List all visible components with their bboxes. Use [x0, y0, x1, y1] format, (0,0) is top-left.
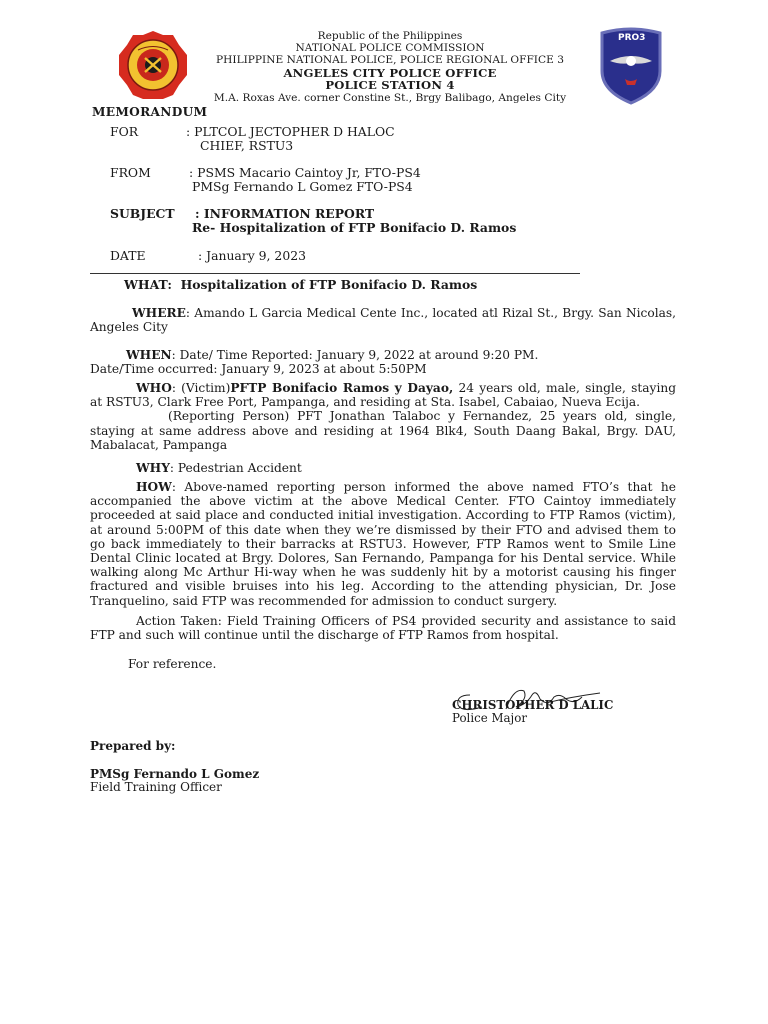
letterhead-line1: Republic of the Philippines	[317, 30, 463, 42]
letterhead-address: M.A. Roxas Ave. corner Constine St., Brgy Balibago, Angeles City	[213, 92, 567, 105]
who-pre: : (Victim)	[171, 381, 231, 395]
letterhead-line3: PHILIPPINE NATIONAL POLICE, POLICE REGIONAL OFFICE 3	[216, 54, 564, 67]
where-text: : Amando L Garcia Medical Cente Inc., located atl Rizal St., Brgy. San Nicolas, Angeles City	[90, 306, 676, 335]
date-value: : January 9, 2023	[198, 248, 306, 263]
how-text: : Above-named reporting person informed the above named FTO’s that he accompanied the above victim at the above Medical Center. FTO Caintoy immediately proceeded at said place and conducted initial investigation. According to FTP Ramos (victim), at around 5:00PM of this date when they we’re dismissed by their FTO and advised them to go back immediately to their barracks at RSTU3. However, FTP Ramos went to Smile Line Dental Clinic located at Brgy. Dolores, San Fernando, Pampanga for his Dental service. While walking along Mc Arthur Hi-way when he was suddenly hit by a motorist causing his finger fractured and visible bruises into his leg. According to the attending physician, Dr. Jose Tranquelino, said FTP was recommended for admission to conduct surgery.	[90, 480, 676, 608]
action-taken-paragraph: Action Taken: Field Training Officers of PS4 provided security and assistance to said FTP and such will continue until the discharge of FTP Ramos from hospital.	[90, 614, 676, 643]
for-recipient-title: CHIEF, RSTU3	[200, 138, 294, 153]
subject-label: SUBJECT	[110, 206, 175, 221]
for-recipient: : PLTCOL JECTOPHER D HALOC	[186, 124, 395, 139]
where-paragraph	[90, 306, 676, 334]
from-sender-2: PMSg Fernando L Gomez FTO-PS4	[192, 179, 413, 194]
letterhead-office: ANGELES CITY POLICE OFFICE	[283, 65, 497, 80]
signatory-rank: Police Major	[452, 711, 527, 725]
who-victim-details: 24 years old, male, single, staying at RSTU3, Clark Free Port, Pampanga, and residing at Sta. Isabel, Cabaiao, Nueva Ecija.	[90, 381, 676, 410]
where-label: WHERE	[132, 306, 186, 320]
for-label: FOR	[110, 124, 139, 139]
letterhead-station: POLICE STATION 4	[325, 77, 455, 92]
from-label: FROM	[110, 165, 151, 180]
letterhead-line2: NATIONAL POLICE COMMISSION	[295, 42, 485, 55]
when-label: WHEN	[126, 348, 172, 362]
date-label: DATE	[110, 248, 146, 263]
preparer-position: Field Training Officer	[90, 780, 222, 794]
how-paragraph	[90, 480, 676, 608]
subject-title: : INFORMATION REPORT	[195, 206, 375, 221]
when-text: : Date/ Time Reported: January 9, 2022 at around 9:20 PM.	[171, 348, 539, 362]
who-paragraph	[90, 381, 676, 452]
from-sender-1: : PSMS Macario Caintoy Jr, FTO-PS4	[189, 165, 421, 180]
letterhead	[190, 30, 590, 104]
preparer-name: PMSg Fernando L Gomez	[90, 767, 260, 781]
who-reporting-person: (Reporting Person) PFT Jonathan Talaboc y Fernandez, 25 years old, single, staying at same address above and residing at 1964 Blk4, South Daang Bakal, Brgy. DAU, Mabalacat, Pampanga	[90, 409, 676, 452]
pnp-seal-logo	[118, 30, 188, 100]
logo-right-label: PRO3	[618, 33, 646, 43]
for-reference: For reference.	[128, 657, 217, 671]
what-text: Hospitalization of FTP Bonifacio D. Ramos	[180, 277, 478, 292]
why-paragraph	[90, 461, 676, 475]
prepared-by-label: Prepared by:	[90, 739, 176, 753]
header-divider	[90, 273, 580, 274]
what-label: WHAT:	[124, 277, 172, 292]
who-victim-name: PFTP Bonifacio Ramos y Dayao,	[230, 381, 454, 395]
how-label: HOW	[136, 480, 172, 494]
what-line	[124, 277, 477, 292]
subject-re: Re- Hospitalization of FTP Bonifacio D. Ramos	[192, 220, 517, 235]
why-text: : Pedestrian Accident	[169, 461, 302, 475]
memo-title: MEMORANDUM	[92, 105, 208, 119]
when-paragraph	[90, 348, 676, 362]
when-occurred: Date/Time occurred: January 9, 2023 at about 5:50PM	[90, 362, 427, 376]
who-label: WHO	[136, 381, 172, 395]
why-label: WHY	[136, 461, 170, 475]
signatory-name: CHRISTOPHER D LALIC	[452, 698, 614, 712]
